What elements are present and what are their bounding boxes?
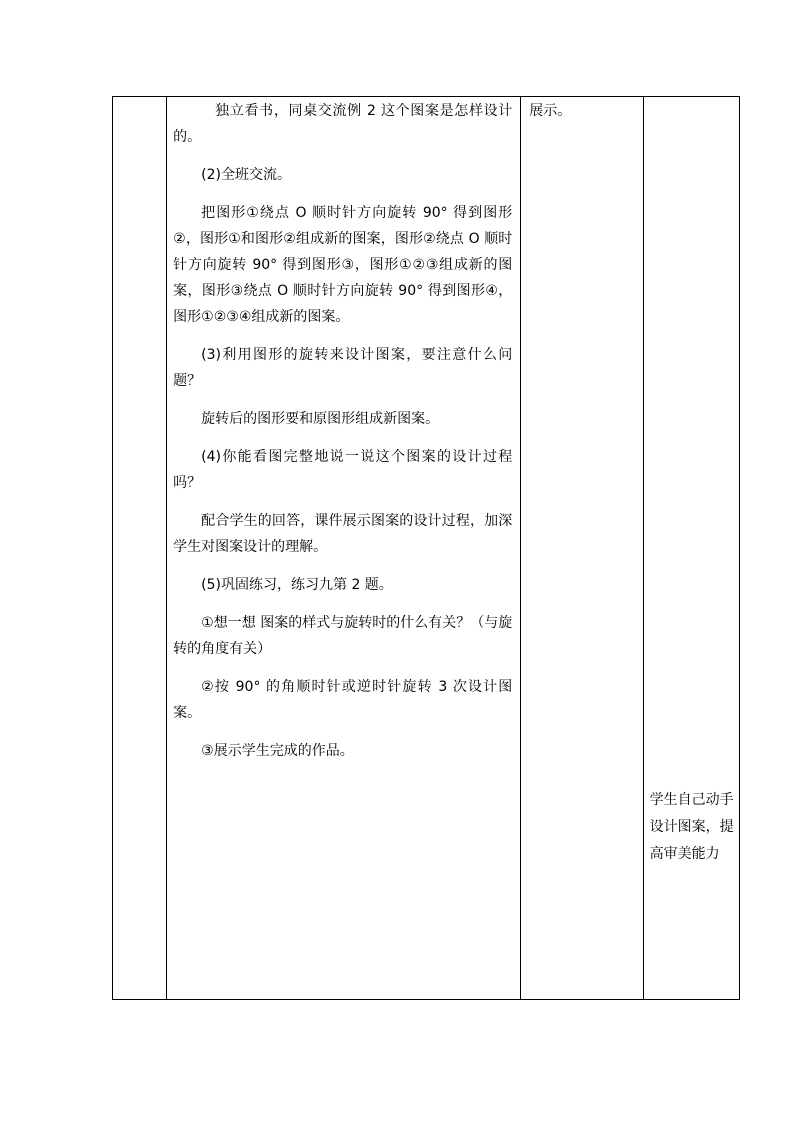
paragraph-rotate-design: ②按 90° 的角顺时针或逆时针旋转 3 次设计图案。: [173, 679, 513, 721]
paragraph-think: ①想一想 图案的样式与旋转时的什么有关？（与旋转的角度有关）: [173, 615, 513, 657]
design-intent-cell: [643, 97, 739, 1000]
lesson-plan-table: [112, 96, 740, 1000]
paragraph-courseware-demo: 配合学生的回答，课件展示图案的设计过程，加深学生对图案设计的理解。: [173, 513, 513, 555]
student-activity-cell: [521, 97, 643, 1000]
paragraph-describe-process: (4)你能看图完整地说一说这个图案的设计过程吗？: [173, 449, 513, 491]
stage-cell: [113, 97, 167, 1000]
student-activity-text: 展示。: [529, 103, 572, 119]
paragraph-rotation-process: 把图形①绕点 O 顺时针方向旋转 90° 得到图形②，图形①和图形②组成新的图案，图形②绕点 O 顺时针方向旋转 90° 得到图形③，图形①②③组成新的图案，图形③绕点 O 顺时针方向旋转 90° 得到图形④，图形①②③④组成新的图案。: [173, 205, 513, 325]
paragraph-class-exchange: (2)全班交流。: [201, 167, 292, 183]
paragraph-show-works: ③展示学生完成的作品。: [201, 743, 354, 759]
teacher-activity-cell: [167, 97, 521, 1000]
design-intent-text: 学生自己动手设计图案，提高审美能力: [649, 792, 734, 862]
table-row: [113, 97, 740, 1000]
paragraph-attention-answer: 旋转后的图形要和原图形组成新图案。: [201, 411, 440, 427]
paragraph-read-discuss: 独立看书，同桌交流例 2 这个图案是怎样设计的。: [173, 103, 513, 145]
paragraph-attention-question: (3)利用图形的旋转来设计图案，要注意什么问题？: [173, 347, 513, 389]
paragraph-practice: (5)巩固练习，练习九第 2 题。: [201, 577, 393, 593]
